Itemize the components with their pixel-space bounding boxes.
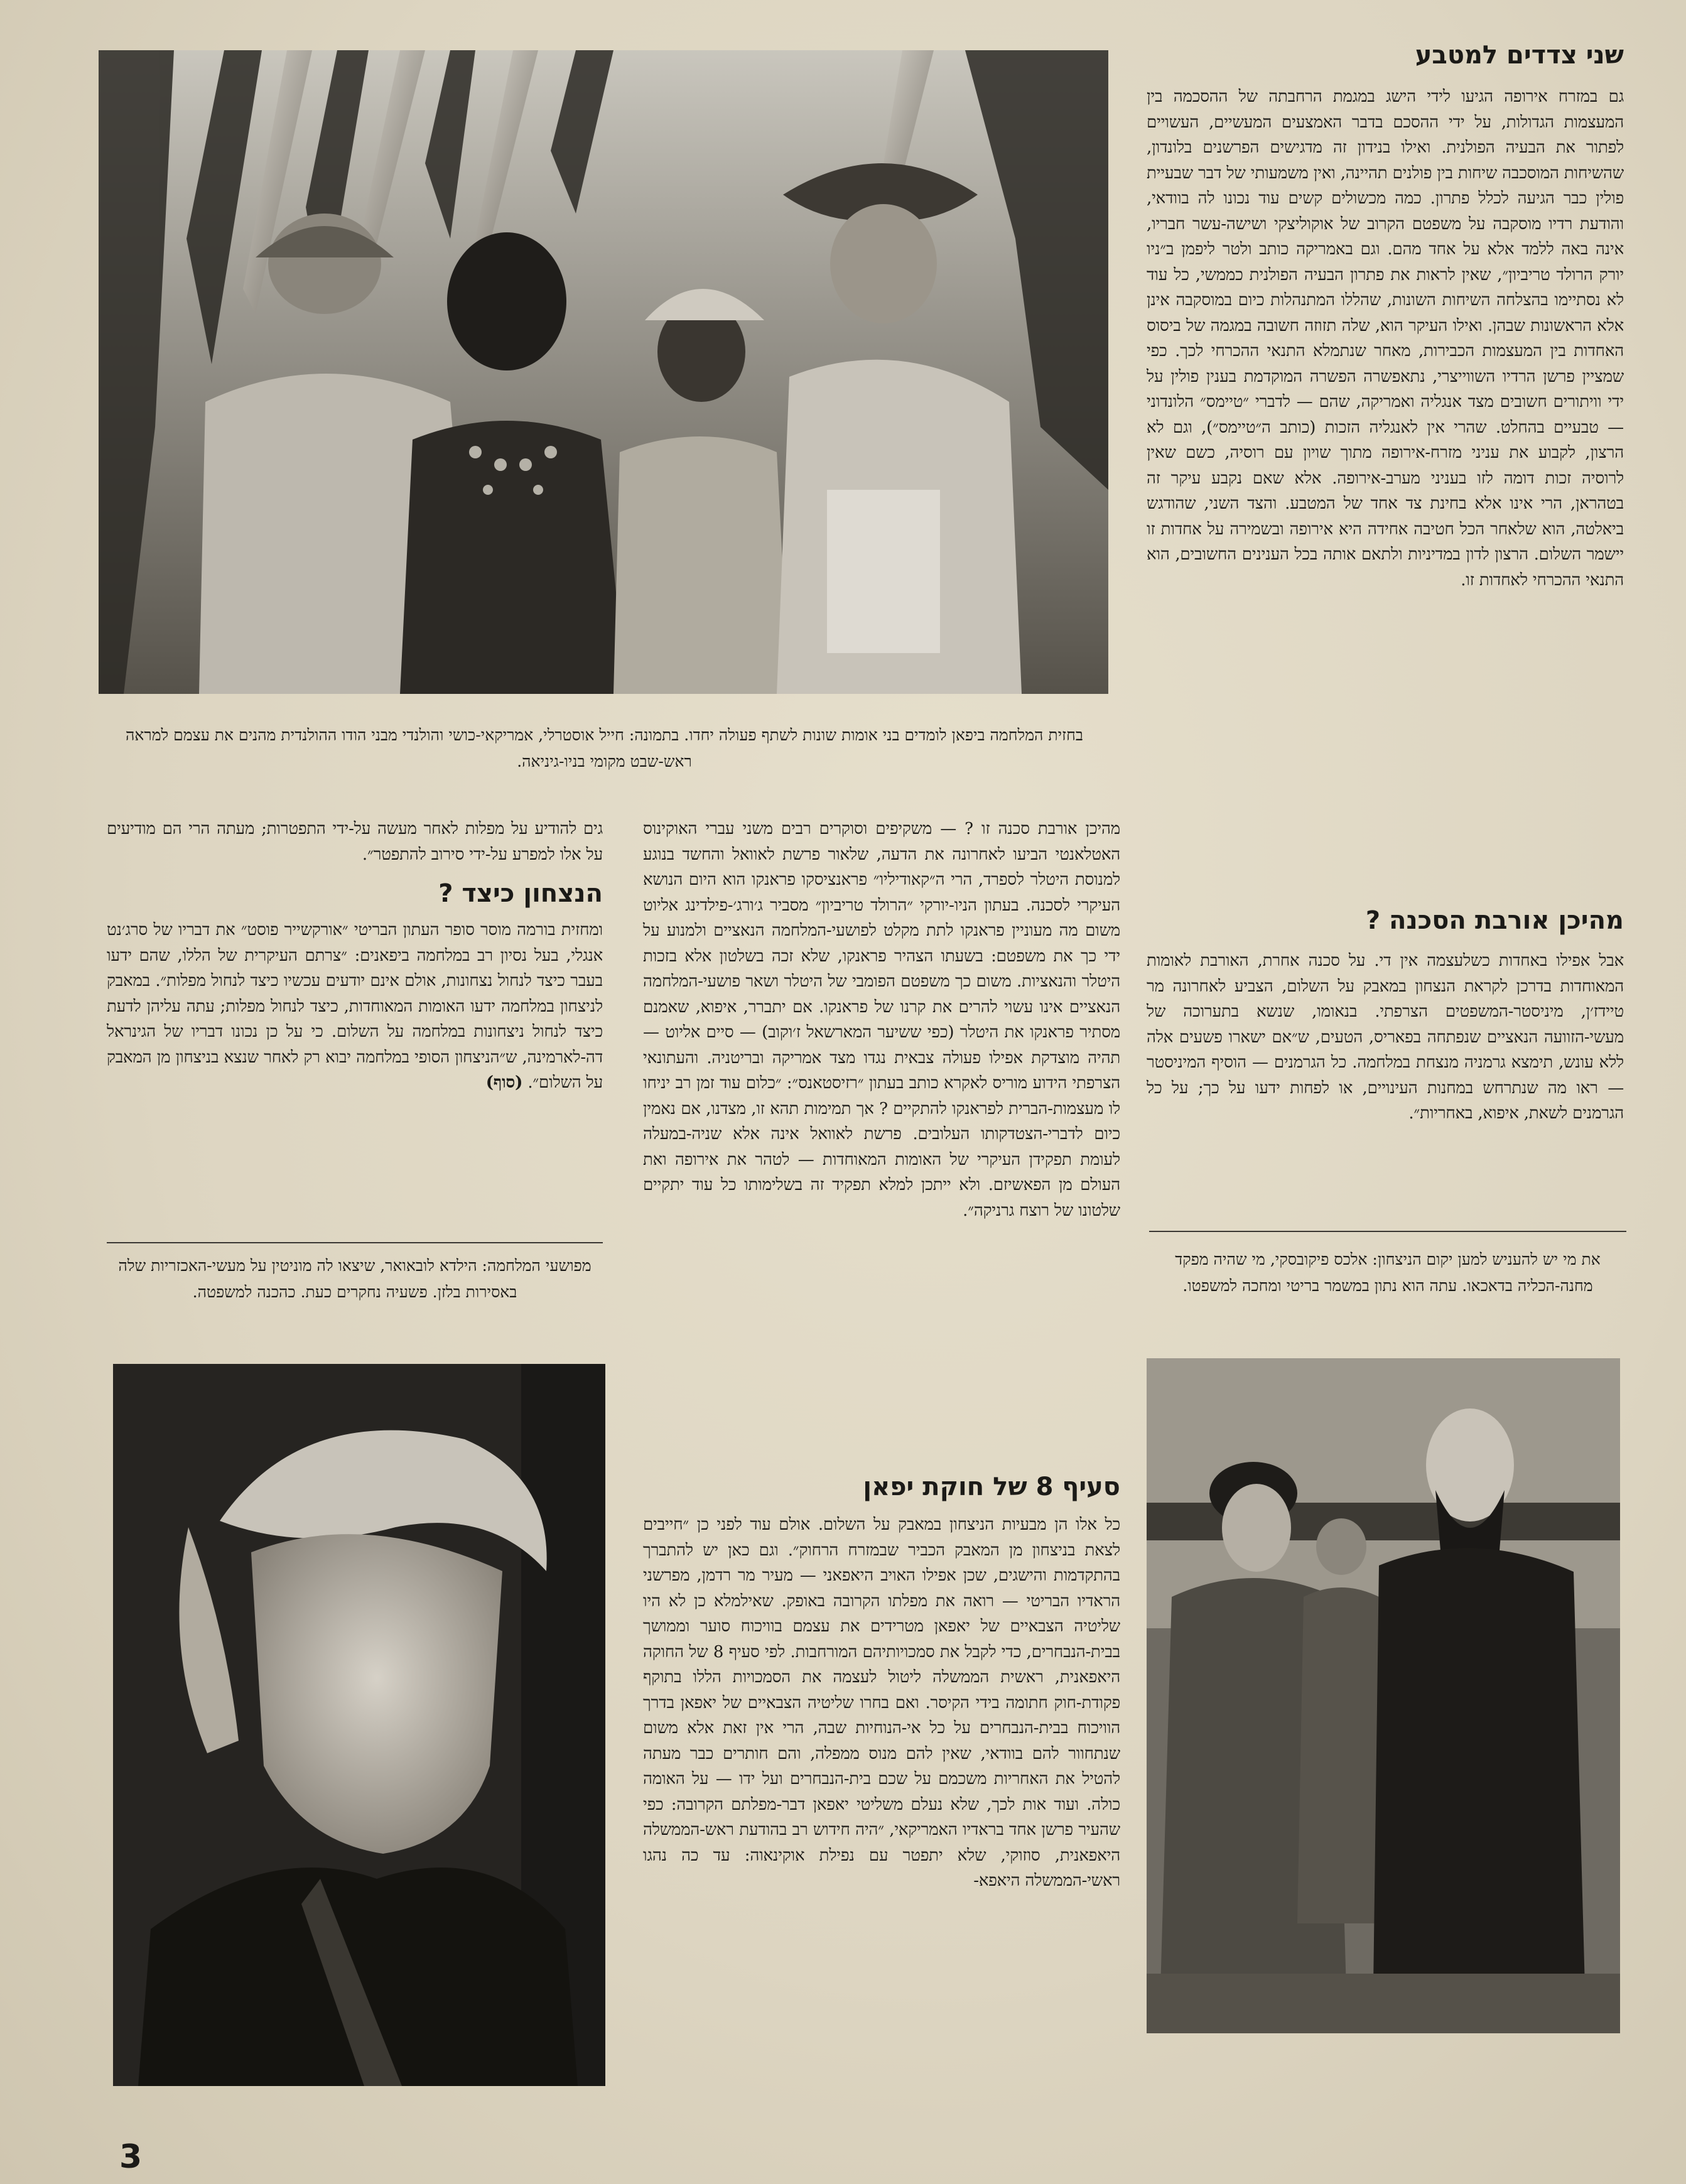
top-photo-caption: בחזית המלחמה ביפאן לומדים בני אומות שונות לשתף פעולה יחדו. בתמונה: חייל אוסטרלי, אמריקאי-כושי והולנדי מבני הודו ההולנדית מהנים את עצמם למראה ראש-שבט מקומי בניו-גיניאה. bbox=[126, 726, 1083, 770]
section-danger-middle-body: מהיכן אורבת סכנה זו ? — משקיפים וסוקרים רבים משני עברי האוקינוס האטלאנטי הביעו לאחרונה את הדעה, שלאור פרשת לאוואל והחשד בנוגע למנוסת היטלר לספרד, הרי ה״קאודיליו״ פראנציסקו פראנקו הוא היום הנושא העיקרי לסכנה. בעתון הניו-יורקי ״הרולד טריביון״ מסביר ג׳ורג׳-פילדינג אליוט משום מה מעוניין פראנקו לתת מקלט לפושעי-המלחמה הנאציים ולמנוע על ידי כך את משפטם: בשעתו הצהיר פראנקו, שלא זכה בשלטון אלא בזכות היטלר והנאציות. משום כך משפטם הפומבי של היטלר ושאר פושעי-המלחמה הנאציים אינו עשוי להרים את קרנו של פראנקו. אם יתברר, איפוא, שאמנם מסתיר פראנקו את היטלר (כפי ששיער המארשאל ז׳וקוב) — סיים אליוט — תהיה מוצדקת אפילו פעולה צבאית נגדו מצד אמריקה ובריטניה. והעתונאי הצרפתי הידוע מוריס לאקרא כותב בעתון ״רזיסטאנס״: ״כלום עוד זמן רב יניחו לו מעצמות-הברית לפראנקו להתקיים ? אך תמימות תהא זו, מצדנו, אם נאמין כיום לדברי-הצטדקותו העלובים. פרשת לאוואל אינה אלא שניה-במעלה לעומת תפקידן העיקרי של האומות המאוחדות — לטהר את אירופה ואת העולם מן הפאשיזם. ולא ייתכן למלא תפקיד זה בשלימותו כל עוד יתקיים שלטונו של רוצח גרניקה״. bbox=[643, 819, 1120, 1220]
section-victory-text: ומחזית בורמה מוסר סופר העתון הבריטי ״אורקשייר פוסט״ את דבריו של סרג׳נט אנגלי, בעל נסיון רב במלחמה ביפאנים: ״צרתם העיקרית של הללו, שהם ידעו בעבר כיצד לנחול נצחונות, אולם אינם יודעים עכשיו כיצד לנחול מפלות״. במאבק לניצחון במלחמה ידעו האומות המאוחדות, כיצד לנחול מפלות; עתה עליהן לדעת כיצד לנחול ניצחונות במלחמה על השלום. כי על כן נכונו דבריו של הגינראל דה-לארמינה, ש״הניצחון הסופי במלחמה יבוא רק לאחר שנצא בניצחון מן המאבק על השלום״. bbox=[107, 921, 603, 1092]
section-japan bbox=[643, 1469, 1120, 1894]
end-mark: (סוף) bbox=[485, 1073, 523, 1092]
section-peace bbox=[1147, 38, 1624, 593]
section-japan-body: כל אלו הן מבעיות הניצחון במאבק על השלום. אולם עוד לפני כן ״חייבים לצאת בניצחון מן המאבק הכביר שבמזרח הרחוק״. וגם כאן יש להתברך בהתקדמות והישגים, שכן אפילו האויב היאפאני — מעיר מר רדמן, מפרשני הראדיו הבריטי — רואה את מפלתו הקרובה באופק. שאילמלא כן לא היו שליטיה הצבאיים של יאפאן מטרידים את עצמם בוויכוח סוער וממושך בבית-הנבחרים, כדי לקבל את סמכויותיהם המורחבות. לפי סעיף 8 של החוקה היאפאנית, ראשית הממשלה ליטול לעצמה את הסמכויות הללו בתוקף פקודת-חוק חתומה בידי הקיסר. ואם בחרו שליטיה הצבאיים של יאפאן בדרך הוויכוח בבית-הנבחרים על כל אי-הנוחיות שבה, הרי אין זאת אלא משום שנתחוור להם בוודאי, שאין להם מנוס ממפלה, והם חותרים כבר מעתה להטיל את האחריות משכמם על שכם בית-הנבחרים ועל ידו — על האומה כולה. ועוד אות לכך, שלא נעלם משליטי יאפאן דבר-מפלתם הקרובה: כפי שהעיר פרשן אחד בראדיו האמריקאי, ״היה חידוש רב בהודעת ראש-הממשלה היאפאנית, סוזוקי, שלא יתפטר עם נפילת אוקינאוה: עד כה נהגו ראשי-הממשלה היאפא- bbox=[643, 1515, 1120, 1890]
section-left-top bbox=[107, 816, 603, 1096]
left-photo-caption: מפושעי המלחמה: הילדא לובאואר, שיצאו לה מוניטין על מעשי-האכזריות שלה באסירות בלזן. פשעיה נחקרים כעת. כהכנה למשפטה. bbox=[118, 1257, 592, 1301]
right-photo-caption: את מי יש להעניש למען יקום הניצחון: אלכס פיקובסקי, מי שהיה מפקד מחנה-הכליה בדאכאו. עתה הוא נתון במשמר בריטי ומחכה למשפטו. bbox=[1175, 1250, 1601, 1295]
divider-right bbox=[1149, 1231, 1626, 1232]
section-peace-title: שני צדדים למטבע bbox=[1415, 41, 1624, 70]
section-victory-title: הנצחון כיצד ? bbox=[438, 879, 603, 908]
left-intro-text: גים להודיע על מפלות לאחר מעשה על-ידי התפטרות; מעתה הרי הם מודיעים על אלו למפרע על-ידי סירוב להתפטר״. bbox=[107, 819, 603, 864]
section-danger-right-body: אבל אפילו באחדות כשלעצמה אין די. על סכנה אחרת, האורבת לאומות המאוחדות בדרכן לקראת הנצחון במאבק על השלום, הצביע לאחרונה מר טיידז׳ן, מיניסטר-המשפטים הצרפתי. בנאומו, שנשא בתערוכה של מעשי-הזוועה הנאציים שנפתחה בפאריס, הטעים, ש״אם ישארו פשעים אלה ללא עונש, תימצא גרמניה מנצחת במלחמה. כל הגרמנים — הוסיף המיניסטר — ראו מה שנתרחש במחנות העינויים, או לפחות ידעו על כך; על כל הגרמנים לשאת, איפוא, באחריות״. bbox=[1147, 951, 1624, 1123]
soldiers-and-tribal-chief-photo bbox=[99, 50, 1108, 694]
section-danger-middle bbox=[643, 816, 1120, 1223]
divider-left bbox=[107, 1242, 603, 1243]
section-danger-title: מהיכן אורבת הסכנה ? bbox=[1365, 906, 1624, 935]
soldiers-escorting-prisoner-photo bbox=[1147, 1358, 1620, 2033]
section-peace-body: גם במזרח אירופה הגיעו לידי הישג במגמת הרחבתה של ההסכמה בין המעצמות הגדולות, על ידי ההסכם בדבר האמצעים המעשיים, העשויים לפתור את הבעיה הפולנית. ואילו בנידון זה מדגישים הפרשנים בלונדון, שהשיחות המוסכבה שיחות בין פולנים תהיינה, ואין משמעותי של דבר שבעיית פולין כבר הגיעה לכלל פתרון. כמה מכשולים קשים עוד נכונו לה בוודאי, והודעת רדיו מוסקבה על משפטם הקרוב של אוקוליצקי ושישה-עשר חבריו, אינה באה ללמד אלא על אחד מהם. וגם באמריקה כותב ולטר ליפמן ב״ניו יורק הרולד טריביון״, שאין לראות את פתרון הבעיה הפולנית כממשי, כל עוד לא נסתיימו בהצלחה השיחות השונות, שהללו המתנהלות כיום במוסקבה אינן אלא הראשונות שבהן. ואילו העיקר הוא, שלה תזוזה חשובה במגמה של ביסוס האחדות בין המעצמות הכבירות, מאחר שנתמלא התנאי ההכרחי לכך. כפי שמציין פרשן הרדיו השווייצרי, נתאפשרה הפשרה המוקדמת בענין פולין על ידי וויתורים חשובים מצד אנגליה ואמריקה, שהם — לדברי ״טיימס״ הלונדוני — טבעיים בהחלט. שהרי אין לאנגליה הזכות (כותב ה״טיימס״), וגם לא הרצון, לקבוע את עניני מזרח-אירופה מתוך שויון עם רוסיה, כשם שאין לרוסיה זכות דומה לזו בעניני מערב-אירופה. אלא שאם נקבע עיקר זה בטהראן, הרי אינו אלא בחינת צד אחד של המטבע. והצד השני, שהודגש ביאלטה, הוא שלאחר הכל חטיבה אחידה היא אירופה ובשמירה על אחדות זו יישמר השלום. הרצון לדון במדיניות ולתאם אותה בכל הענינים החשובים, הוא התנאי ההכרחי לאחדות זו. bbox=[1147, 87, 1624, 590]
section-japan-title: סעיף 8 של חוקת יפאן bbox=[863, 1473, 1120, 1501]
woman-portrait-photo bbox=[113, 1364, 605, 2086]
section-danger-right bbox=[1147, 903, 1624, 1127]
page-number: 3 bbox=[119, 2138, 143, 2176]
section-victory-body bbox=[107, 917, 603, 1096]
